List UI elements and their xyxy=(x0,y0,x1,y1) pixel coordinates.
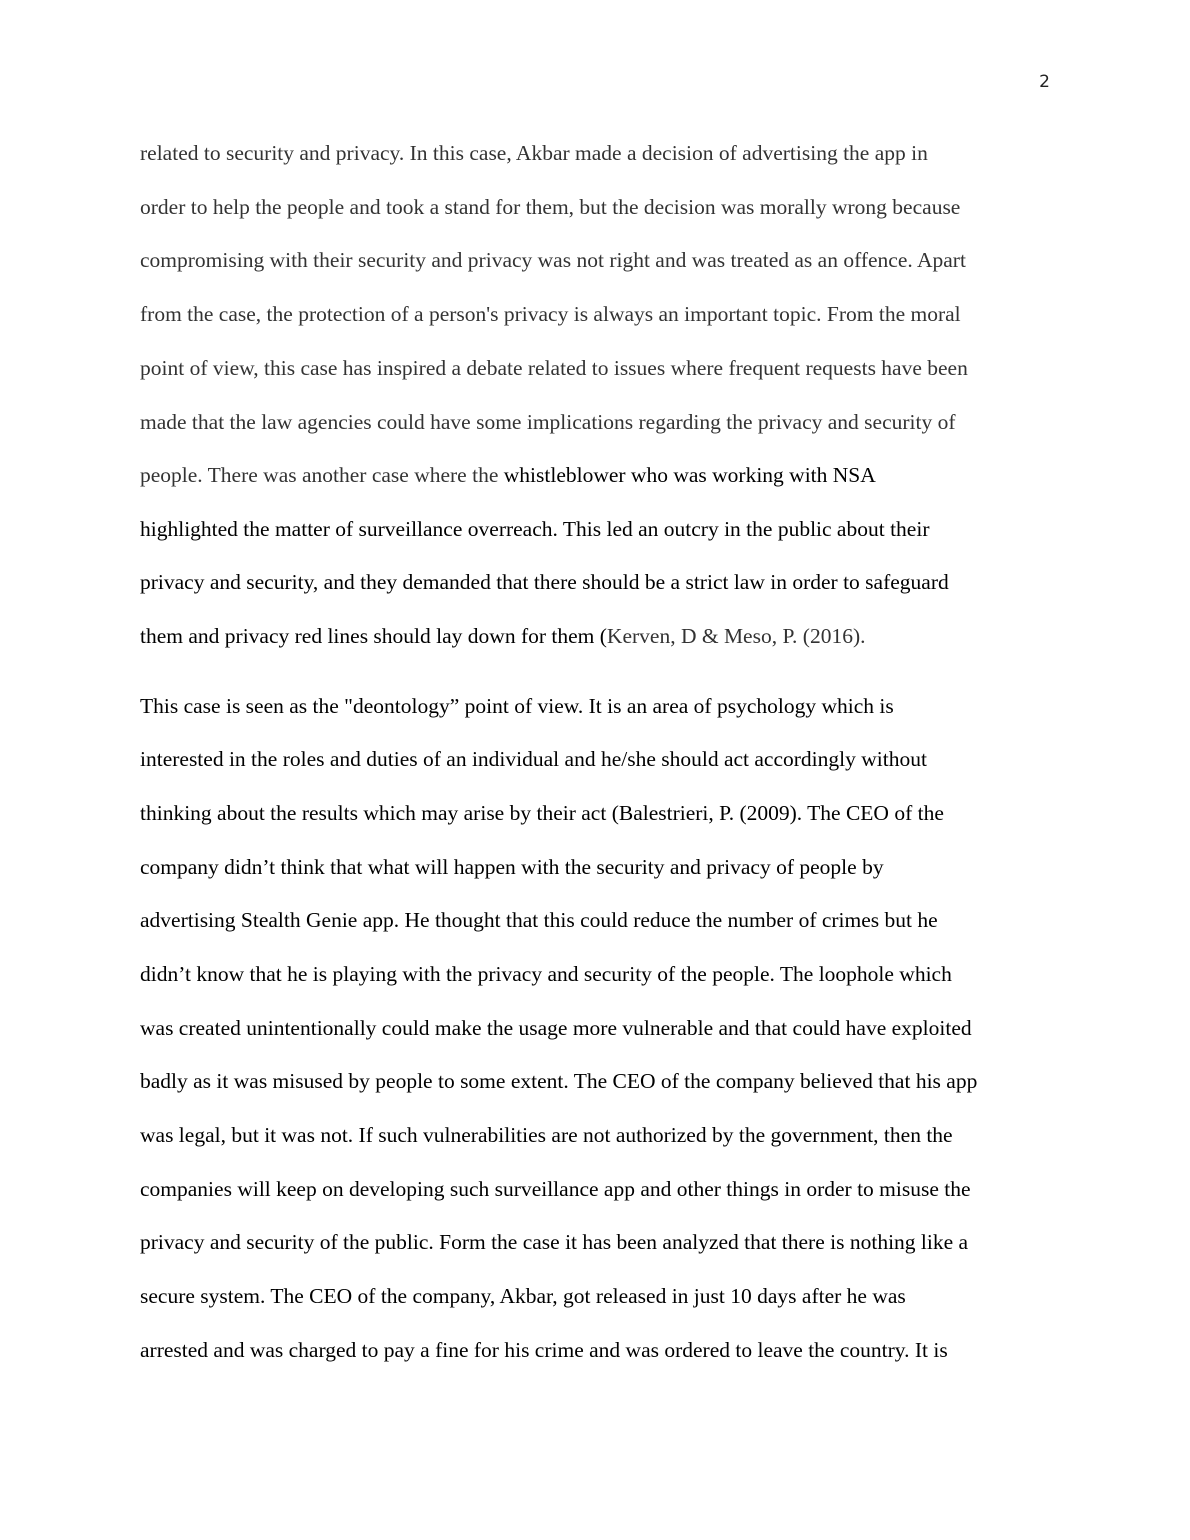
text-line: was legal, but it was not. If such vulnerabilities are not authorized by the government, then the xyxy=(140,1123,953,1147)
text-line: privacy and security of the public. Form the case it has been analyzed that there is nothing like a xyxy=(140,1230,969,1254)
text-run: whistleblower who was working with NSA xyxy=(503,463,876,487)
text-line: from the case, the protection of a person's privacy is always an important topic. From the moral xyxy=(140,302,961,326)
text-run: them and privacy red lines should lay down for them ( xyxy=(140,624,607,648)
text-line: related to security and privacy. In this case, Akbar made a decision of advertising the app in xyxy=(140,141,928,165)
text-line: point of view, this case has inspired a debate related to issues where frequent requests have been xyxy=(140,356,968,380)
text-line xyxy=(140,463,876,488)
text-line: compromising with their security and privacy was not right and was treated as an offence. Apart xyxy=(140,248,966,272)
text-line: secure system. The CEO of the company, Akbar, got released in just 10 days after he was xyxy=(140,1284,906,1308)
text-line: made that the law agencies could have some implications regarding the privacy and security of xyxy=(140,410,956,434)
text-line: interested in the roles and duties of an individual and he/she should act accordingly without xyxy=(140,747,927,771)
text-line: order to help the people and took a stand for them, but the decision was morally wrong because xyxy=(140,195,961,219)
text-line: highlighted the matter of surveillance overreach. This led an outcry in the public about their xyxy=(140,517,930,541)
text-line: badly as it was misused by people to some extent. The CEO of the company believed that his app xyxy=(140,1069,978,1093)
text-line xyxy=(140,624,866,649)
text-line: This case is seen as the "deontology” point of view. It is an area of psychology which is xyxy=(140,694,894,718)
text-line: arrested and was charged to pay a fine for his crime and was ordered to leave the country. It is xyxy=(140,1338,948,1362)
text-line: didn’t know that he is playing with the privacy and security of the people. The loophole which xyxy=(140,962,952,986)
text-line: companies will keep on developing such surveillance app and other things in order to misuse the xyxy=(140,1177,971,1201)
text-line: privacy and security, and they demanded that there should be a strict law in order to safeguard xyxy=(140,570,949,594)
page-number: 2 xyxy=(1039,72,1050,92)
citation: Kerven, D & Meso, P. (2016). xyxy=(606,624,866,648)
text-line: advertising Stealth Genie app. He thought that this could reduce the number of crimes but he xyxy=(140,908,938,932)
text-line: was created unintentionally could make the usage more vulnerable and that could have exploited xyxy=(140,1016,972,1040)
text-line: company didn’t think that what will happen with the security and privacy of people by xyxy=(140,855,884,879)
text-line: thinking about the results which may arise by their act (Balestrieri, P. (2009). The CEO of the xyxy=(140,801,944,825)
text-run: people. There was another case where the xyxy=(140,463,504,487)
